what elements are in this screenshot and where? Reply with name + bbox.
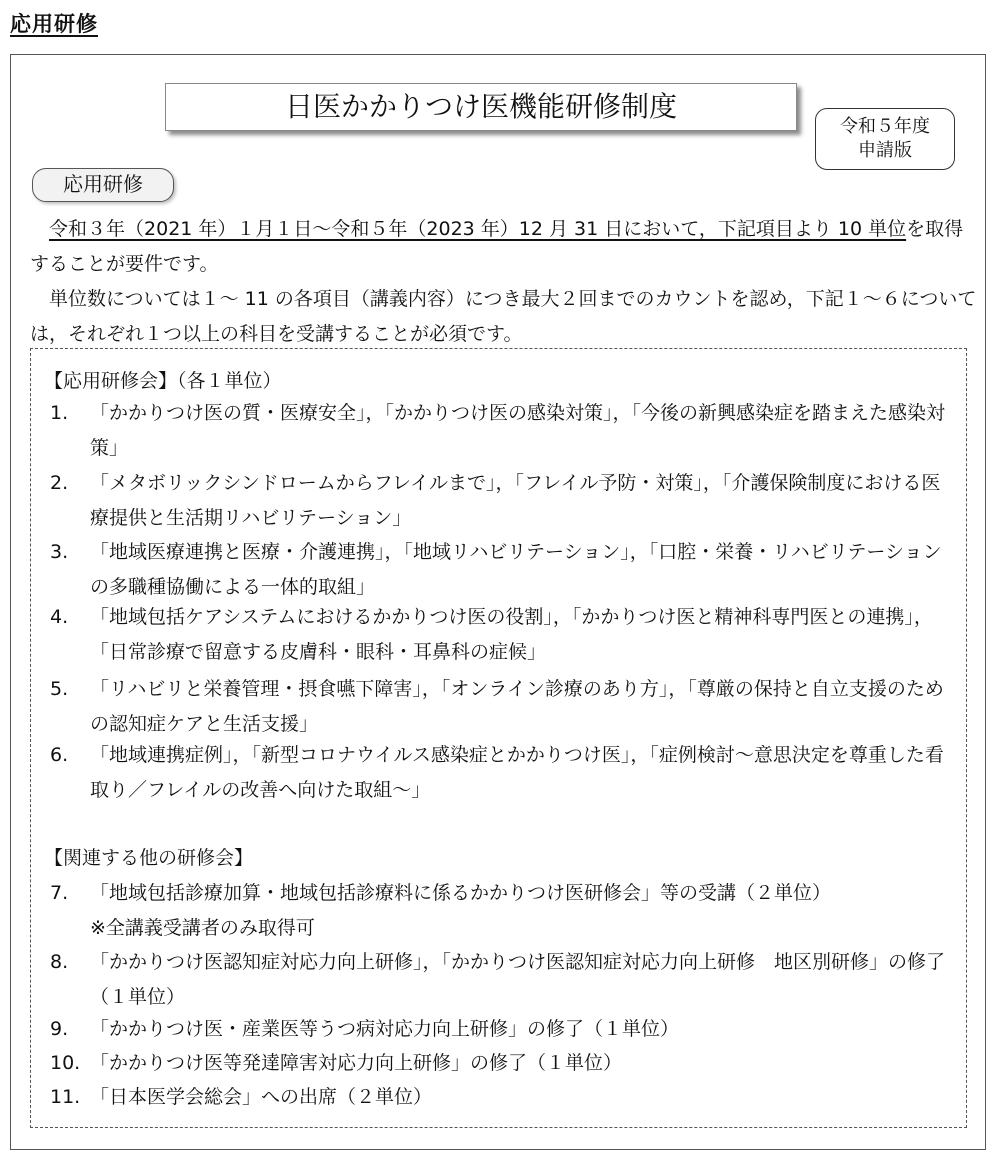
item-number: 10.	[50, 1052, 81, 1074]
item-text: 「地域包括診療加算・地域包括診療料に係るかかりつけ医研修会」等の受講（２単位）	[90, 882, 832, 904]
list-item	[50, 672, 955, 742]
list-item	[50, 1080, 955, 1115]
edition-year: 令和５年度	[840, 116, 930, 137]
item-text: 「リハビリと栄養管理・摂食嚥下障害」，「オンライン診療のあり方」，「尊厳の保持と自立支援のための認知症ケアと生活支援」	[90, 678, 944, 735]
item-number: 9.	[50, 1018, 69, 1040]
intro-text	[30, 212, 980, 352]
item-number: 2.	[50, 472, 69, 494]
item-number: 6.	[50, 744, 69, 766]
item-number: 7.	[50, 882, 69, 904]
page-header-title: 応用研修	[10, 12, 98, 36]
edition-badge	[815, 108, 955, 170]
count-rule-paragraph	[30, 282, 980, 352]
list-item	[50, 396, 955, 466]
list-item	[50, 466, 955, 536]
item-number: 11.	[50, 1086, 81, 1108]
item-text: 「地域医療連携と医療・介護連携」，「地域リハビリテーション」，「口腔・栄養・リハビリテーションの多職種協働による一体的取組」	[90, 541, 942, 598]
group-heading-related: 【関連する他の研修会】	[44, 847, 254, 869]
item-number: 5.	[50, 678, 69, 700]
item-number: 4.	[50, 606, 69, 628]
group-heading-applied: 【応用研修会】（各１単位）	[44, 370, 282, 392]
requirement-underlined: 令和３年（2021 年）１月１日〜令和５年（2023 年）12 月 31 日において，下記項目より 10 単位	[49, 218, 907, 240]
item-text: 「かかりつけ医等発達障害対応力向上研修」の修了（１単位）	[90, 1052, 623, 1074]
system-title-box: 日医かかりつけ医機能研修制度	[165, 83, 797, 131]
list-item	[50, 535, 955, 605]
list-item	[50, 945, 955, 1015]
item-text: 「かかりつけ医認知症対応力向上研修」，「かかりつけ医認知症対応力向上研修 地区別研修」の修了（１単位）	[90, 951, 946, 1008]
requirement-rest: を取得することが要件です。	[30, 218, 964, 275]
list-item	[50, 1046, 955, 1081]
list-item	[50, 600, 955, 670]
requirement-paragraph	[30, 212, 980, 282]
section-label: 応用研修	[32, 168, 174, 202]
item-text: 「地域包括ケアシステムにおけるかかりつけ医の役割」，「かかりつけ医と精神科専門医との連携」，「日常診療で留意する皮膚科・眼科・耳鼻科の症候」	[90, 606, 933, 663]
item-text: 「日本医学会総会」への出席（２単位）	[90, 1086, 433, 1108]
item-number: 1.	[50, 402, 69, 424]
item-number: 8.	[50, 951, 69, 973]
list-item	[50, 738, 955, 808]
item-text: 「メタボリックシンドロームからフレイルまで」，「フレイル予防・対策」，「介護保険制度における医療提供と生活期リハビリテーション」	[90, 472, 941, 529]
item-text: 「地域連携症例」，「新型コロナウイルス感染症とかかりつけ医」，「症例検討〜意思決定を尊重した看取り／フレイルの改善へ向けた取組〜」	[90, 744, 944, 801]
list-item	[50, 876, 955, 946]
item-text: 「かかりつけ医の質・医療安全」，「かかりつけ医の感染対策」，「今後の新興感染症を踏まえた感染対策」	[90, 402, 946, 459]
count-rule-text: 単位数については１〜 11 の各項目（講義内容）につき最大２回までのカウントを認め，下記１〜６については，それぞれ１つ以上の科目を受講することが必須です。	[30, 288, 977, 345]
item-number: 3.	[50, 541, 69, 563]
edition-type: 申請版	[858, 140, 912, 161]
item-text: 「かかりつけ医・産業医等うつ病対応力向上研修」の修了（１単位）	[90, 1018, 680, 1040]
item-note: ※全講義受講者のみ取得可	[90, 917, 315, 939]
list-item	[50, 1012, 955, 1047]
